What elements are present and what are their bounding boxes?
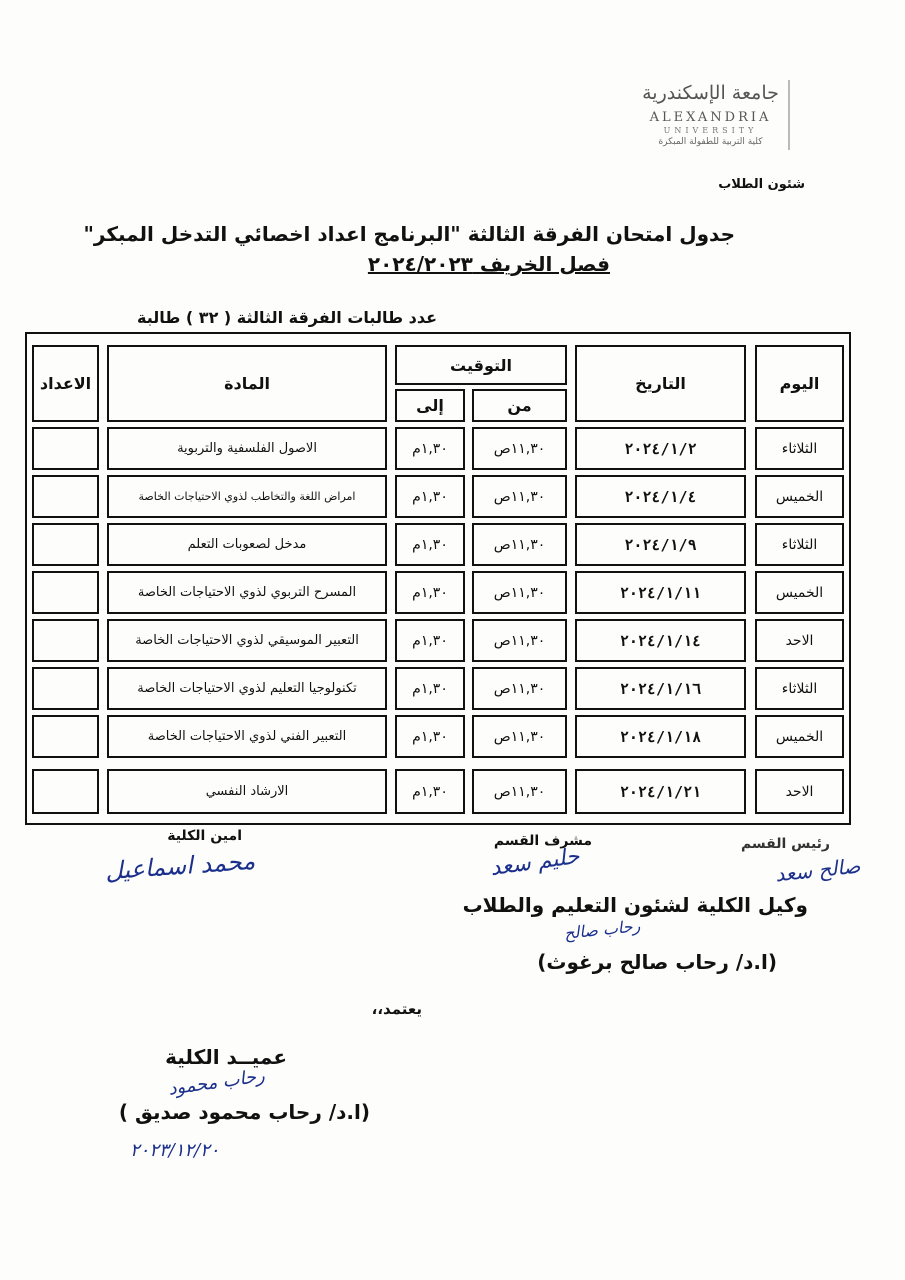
cell-date: ٢٠٢٤/١/٢ [575,427,746,470]
cell-subject: امراض اللغة والتخاطب لذوي الاحتياجات الخاصة [107,475,387,518]
faculty-secretary-label: امين الكلية [167,828,242,844]
cell-subject: المسرح التربوي لذوي الاحتياجات الخاصة [107,571,387,614]
university-logo [630,80,800,155]
cell-count [32,769,99,814]
faculty-secretary-signature: محمد اسماعيل [104,846,256,886]
cell-subject: الارشاد النفسي [107,769,387,814]
header-count: الاعداد [32,345,99,422]
cell-subject: التعبير الموسيقي لذوي الاحتياجات الخاصة [107,619,387,662]
cell-from: ١١,٣٠ص [472,571,567,614]
supervisor-label: مشرف القسم [493,833,592,849]
cell-count [32,619,99,662]
cell-count [32,571,99,614]
cell-day: الثلاثاء [755,667,844,710]
cell-count [32,427,99,470]
page-title: جدول امتحان الفرقة الثالثة "البرنامج اعداد اخصائي التدخل المبكر" [83,222,735,246]
cell-to: ١,٣٠م [395,715,465,758]
header-day: اليوم [755,345,844,422]
cell-count [32,667,99,710]
cell-from: ١١,٣٠ص [472,667,567,710]
cell-from: ١١,٣٠ص [472,427,567,470]
dean-signature-date: ٢٠٢٣/١٢/٢٠ [130,1140,220,1161]
cell-from: ١١,٣٠ص [472,523,567,566]
page-subtitle: فصل الخريف ٢٠٢٤/٢٠٢٣ [367,252,610,276]
cell-from: ١١,٣٠ص [472,715,567,758]
cell-to: ١,٣٠م [395,571,465,614]
student-count: عدد طالبات الفرقة الثالثة ( ٣٢ ) طالبة [137,308,437,327]
cell-date: ٢٠٢٤/١/٢١ [575,769,746,814]
cell-to: ١,٣٠م [395,619,465,662]
cell-count [32,523,99,566]
header-to: إلى [395,389,465,422]
cell-to: ١,٣٠م [395,427,465,470]
dean-name: (ا.د/ رحاب محمود صديق ) [118,1100,370,1124]
cell-subject: مدخل لصعوبات التعلم [107,523,387,566]
cell-date: ٢٠٢٤/١/١٦ [575,667,746,710]
cell-to: ١,٣٠م [395,667,465,710]
cell-to: ١,٣٠م [395,769,465,814]
logo-bar [788,80,800,150]
logo-english: ALEXANDRIA [649,110,772,125]
cell-subject: التعبير الفني لذوي الاحتياجات الخاصة [107,715,387,758]
cell-from: ١١,٣٠ص [472,619,567,662]
cell-day: الاحد [755,769,844,814]
cell-day: الاحد [755,619,844,662]
cell-date: ٢٠٢٤/١/١١ [575,571,746,614]
cell-day: الخميس [755,475,844,518]
logo-faculty: كلية التربية للطفولة المبكرة [658,137,763,147]
dean-title: عميــد الكلية [165,1045,287,1069]
cell-day: الخميس [755,571,844,614]
cell-date: ٢٠٢٤/١/١٨ [575,715,746,758]
header-time: التوقيت [395,345,567,385]
header-date: التاريخ [575,345,746,422]
cell-date: ٢٠٢٤/١/٩ [575,523,746,566]
cell-date: ٢٠٢٤/١/١٤ [575,619,746,662]
vice-dean-name: (ا.د/ رحاب صالح برغوث) [537,950,777,974]
header-from: من [472,389,567,422]
logo-university: UNIVERSITY [663,126,758,135]
cell-subject: الاصول الفلسفية والتربوية [107,427,387,470]
head-of-department-signature: صالح سعد [773,853,862,887]
vice-dean-title: وكيل الكلية لشئون التعليم والطلاب [462,893,808,917]
dean-signature: رحاب محمود [167,1065,266,1100]
supervisor-signature: حليم سعد [488,843,582,882]
cell-count [32,475,99,518]
cell-day: الخميس [755,715,844,758]
header-subject: المادة [107,345,387,422]
cell-from: ١١,٣٠ص [472,769,567,814]
vice-dean-signature: رحاب صالح [562,916,641,943]
head-of-department-label: رئيس القسم [740,836,830,852]
cell-date: ٢٠٢٤/١/٤ [575,475,746,518]
logo-arabic: جامعة الإسكندرية [642,82,779,104]
approval-text: يعتمد،، [371,1000,422,1018]
cell-day: الثلاثاء [755,427,844,470]
cell-count [32,715,99,758]
cell-to: ١,٣٠م [395,523,465,566]
cell-from: ١١,٣٠ص [472,475,567,518]
cell-to: ١,٣٠م [395,475,465,518]
department-label: شئون الطلاب [718,177,805,192]
cell-subject: تكنولوجيا التعليم لذوي الاحتياجات الخاصة [107,667,387,710]
cell-day: الثلاثاء [755,523,844,566]
